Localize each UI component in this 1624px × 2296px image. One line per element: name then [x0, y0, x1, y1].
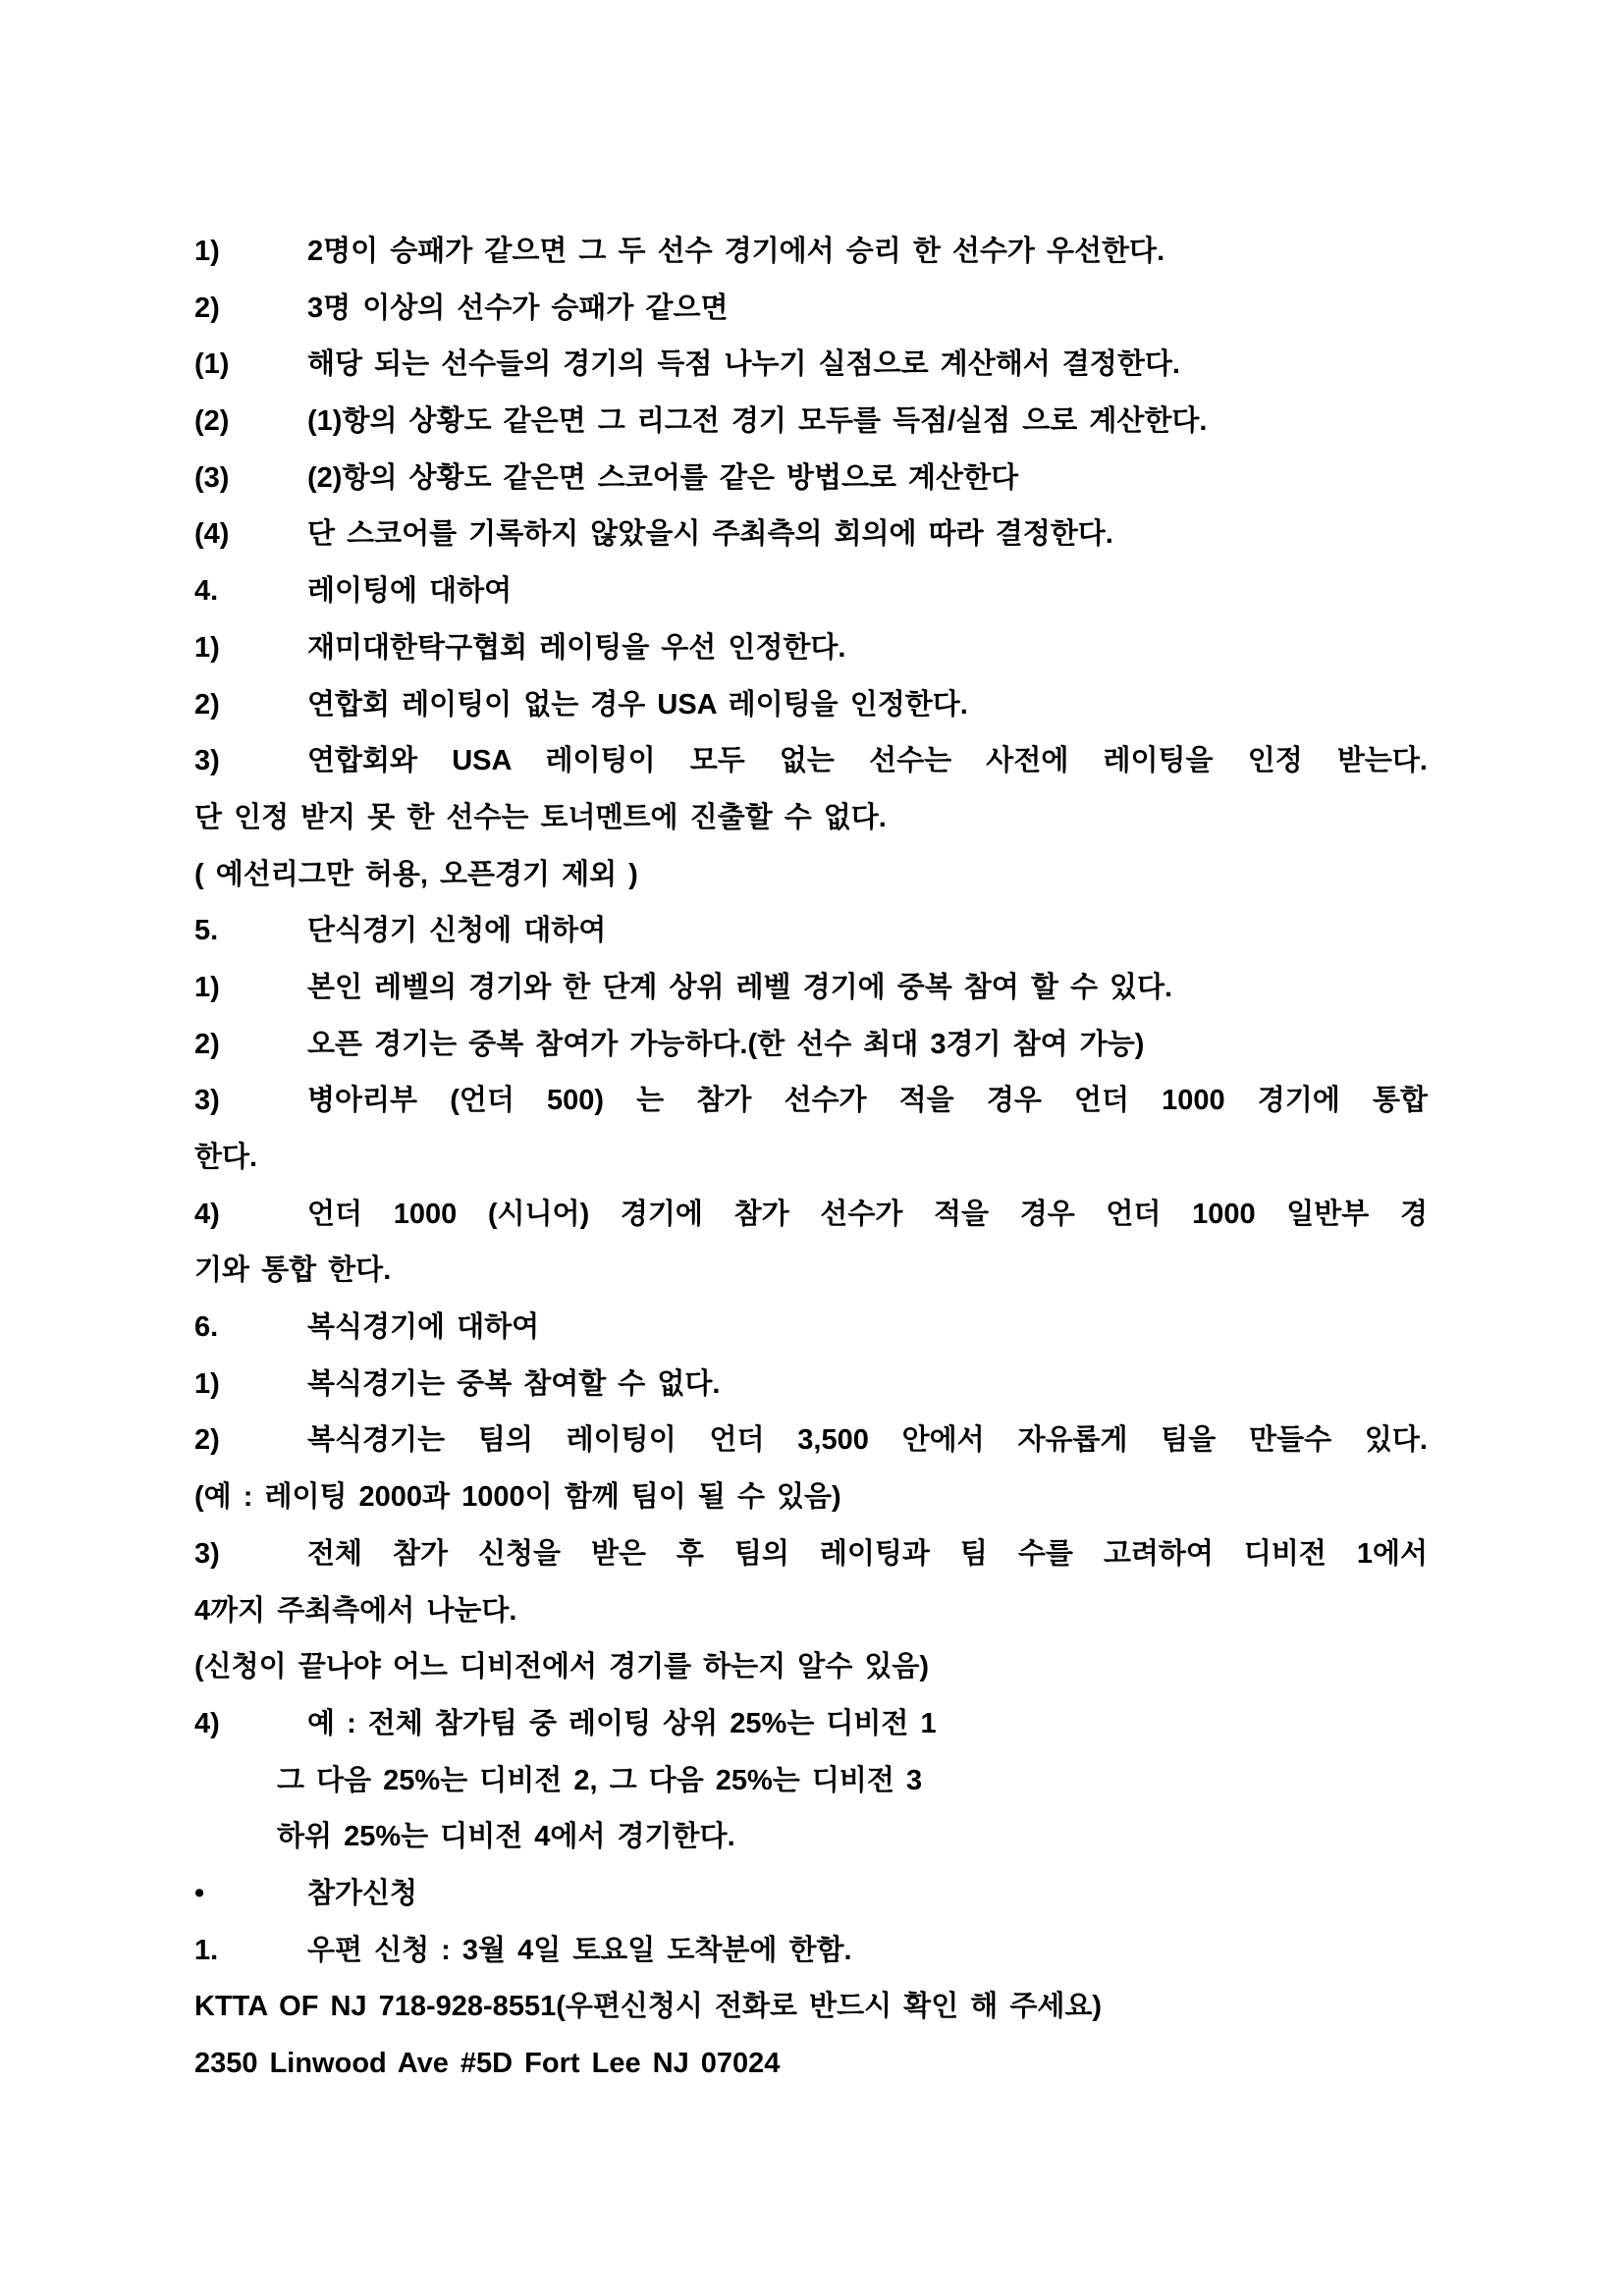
document-line — [194, 1696, 1428, 1753]
document-line — [194, 1413, 1428, 1469]
document-line — [194, 451, 1428, 507]
list-marker: 6. — [194, 1311, 219, 1344]
line-text: 4까지 주최측에서 나눈다. — [194, 1594, 517, 1627]
line-text: 단 인정 받지 못 한 선수는 토너멘트에 진출할 수 없다. — [194, 801, 887, 833]
list-marker: 3) — [194, 745, 220, 777]
line-text: 복식경기는 팀의 레이팅이 언더 3,500 안에서 자유롭게 팀을 만들수 있다. — [307, 1424, 1428, 1457]
document-line — [194, 790, 1428, 847]
document-line — [194, 1526, 1428, 1583]
line-text: ( 예선리그만 허용, 오픈경기 제외 ) — [194, 858, 638, 890]
line-text: 2350 Linwood Ave #5D Fort Lee NJ 07024 — [194, 2048, 781, 2079]
document-line — [194, 1017, 1428, 1074]
list-marker: (1) — [194, 348, 230, 381]
list-marker: (3) — [194, 461, 230, 494]
document-line — [194, 1979, 1428, 2036]
document-line — [194, 1639, 1428, 1696]
line-text: 병아리부 (언더 500) 는 참가 선수가 적을 경우 언더 1000 경기에 통합 — [307, 1085, 1428, 1117]
line-text: 하위 25%는 디비전 4에서 경기한다. — [277, 1821, 735, 1853]
line-text: 기와 통합 한다. — [194, 1255, 392, 1287]
list-marker: • — [194, 1877, 205, 1909]
document-line — [194, 507, 1428, 563]
document-body — [194, 224, 1428, 2093]
list-marker: 2) — [194, 1028, 220, 1060]
line-text: 2명이 승패가 같으면 그 두 선수 경기에서 승리 한 선수가 우선한다. — [307, 236, 1165, 267]
line-text: (예 : 레이팅 2000과 1000이 함께 팀이 될 수 있음) — [194, 1481, 841, 1514]
line-text: 우편 신청 : 3월 4일 토요일 도착분에 한함. — [307, 1934, 852, 1966]
document-line — [194, 1583, 1428, 1640]
line-text: 재미대한탁구협회 레이팅을 우선 인정한다. — [307, 631, 846, 664]
line-text: (2)항의 상황도 같은면 스코어를 같은 방법으로 계산한다 — [307, 461, 1019, 494]
list-marker: 1) — [194, 1367, 220, 1400]
line-text: 언더 1000 (시니어) 경기에 참가 선수가 적을 경우 언더 1000 일반부 경 — [307, 1198, 1428, 1230]
line-text: 연합회와 USA 레이팅이 모두 없는 선수는 사전에 레이팅을 인정 받는다. — [307, 745, 1428, 777]
line-text: 복식경기에 대하여 — [307, 1311, 540, 1344]
list-marker: 2) — [194, 1424, 220, 1457]
document-line — [194, 620, 1428, 677]
list-marker: (2) — [194, 405, 230, 438]
line-text: 단식경기 신청에 대하여 — [307, 915, 607, 947]
document-line — [194, 563, 1428, 620]
line-text: 예 : 전체 참가팀 중 레이팅 상위 25%는 디비전 1 — [307, 1707, 937, 1739]
line-text: (1)항의 상황도 같은면 그 리그전 경기 모두를 득점/실점 으로 계산한다. — [307, 405, 1208, 438]
list-marker: 3) — [194, 1537, 220, 1570]
document-line — [194, 1469, 1428, 1526]
list-marker: 2) — [194, 292, 220, 324]
list-marker: 1) — [194, 236, 220, 267]
line-text: 3명 이상의 선수가 승패가 같으면 — [307, 292, 729, 324]
document-line — [194, 394, 1428, 451]
list-marker: 3) — [194, 1085, 220, 1117]
document-line — [194, 847, 1428, 904]
document-line — [194, 1753, 1428, 1810]
line-text: 그 다음 25%는 디비전 2, 그 다음 25%는 디비전 3 — [277, 1764, 923, 1796]
document-line — [194, 1130, 1428, 1187]
list-marker: 1. — [194, 1934, 219, 1966]
line-text: KTTA OF NJ 718-928-8551(우편신청시 전화로 반드시 확인 해 주세요) — [194, 1991, 1103, 2023]
list-marker: 5. — [194, 915, 219, 947]
line-text: 참가신청 — [307, 1877, 418, 1909]
document-line — [194, 903, 1428, 960]
list-marker: 4. — [194, 575, 219, 608]
document-line — [194, 2036, 1428, 2093]
line-text: 레이팅에 대하여 — [307, 575, 513, 608]
document-line — [194, 1866, 1428, 1923]
document-line — [194, 960, 1428, 1017]
document-line — [194, 337, 1428, 394]
document-line — [194, 1243, 1428, 1300]
line-text: 한다. — [194, 1142, 258, 1173]
list-marker: 2) — [194, 688, 220, 721]
line-text: (신청이 끝나야 어느 디비전에서 경기를 하는지 알수 있음) — [194, 1651, 930, 1683]
document-line — [194, 733, 1428, 790]
document-line — [194, 1357, 1428, 1414]
list-marker: 1) — [194, 971, 220, 1003]
document-line — [194, 1300, 1428, 1357]
document-line — [194, 1809, 1428, 1866]
line-text: 복식경기는 중복 참여할 수 없다. — [307, 1367, 721, 1400]
document-line — [194, 1923, 1428, 1980]
line-text: 단 스코어를 기록하지 않았을시 주최측의 회의에 따라 결정한다. — [307, 518, 1113, 551]
document-line — [194, 1073, 1428, 1130]
document-line — [194, 281, 1428, 338]
line-text: 본인 레벨의 경기와 한 단계 상위 레벨 경기에 중복 참여 할 수 있다. — [307, 971, 1173, 1003]
line-text: 전체 참가 신청을 받은 후 팀의 레이팅과 팀 수를 고려하여 디비전 1에서 — [307, 1537, 1428, 1570]
line-text: 해당 되는 선수들의 경기의 득점 나누기 실점으로 계산해서 결정한다. — [307, 348, 1180, 381]
line-text: 오픈 경기는 중복 참여가 가능하다.(한 선수 최대 3경기 참여 가능) — [307, 1028, 1145, 1060]
list-marker: 1) — [194, 631, 220, 664]
list-marker: 4) — [194, 1198, 220, 1230]
document-line — [194, 224, 1428, 281]
document-line — [194, 677, 1428, 734]
line-text: 연합회 레이팅이 없는 경우 USA 레이팅을 인정한다. — [307, 688, 968, 721]
list-marker: (4) — [194, 518, 230, 551]
list-marker: 4) — [194, 1707, 220, 1739]
document-line — [194, 1187, 1428, 1244]
